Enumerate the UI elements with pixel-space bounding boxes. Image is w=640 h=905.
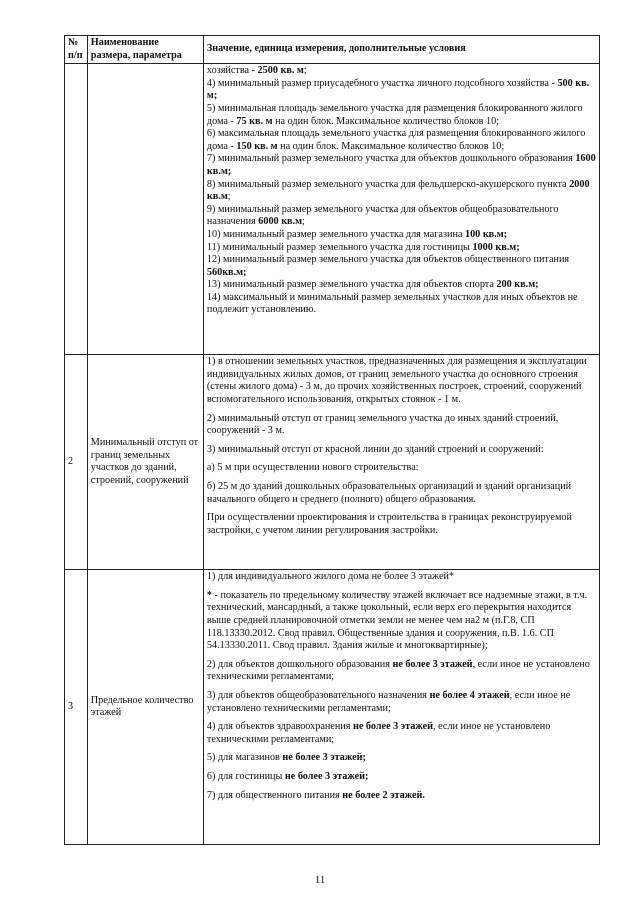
value-text-pre: 7) минимальный размер земельного участка для объектов дошкольного образования [206,153,576,165]
header-value: Значение, единица измерения, дополнительные условия [203,36,599,64]
value-text-post: , если иное не установлено техническими регламентами; [206,721,551,745]
value-paragraph [207,128,596,153]
value-text-bold: не более 3 этажей [392,658,473,670]
value-text-bold: не более 2 этажей. [342,789,425,801]
value-text-pre: 11) минимальный размер земельного участка для гостиницы [206,241,473,253]
value-text-bold: не более 3 этажей; [284,770,369,782]
row-number: 3 [65,570,88,845]
value-text-pre: 1) для индивидуального жилого дома не более 3 этажей* [206,571,455,583]
value-paragraph [207,512,596,537]
row-value [203,355,599,570]
value-text-pre: 6) максимальная площадь земельного участка для размещения блокированного жилого дома - [206,128,586,152]
value-text-bold: 100 кв.м; [464,228,508,240]
value-paragraph [207,690,596,715]
value-text-pre: 4) минимальный размер приусадебного участка личного подсобного хозяйства - [206,77,558,89]
value-text-pre: б) 25 м до зданий дошкольных образовательных организаций и зданий организаций начального общего и среднего (полного) общего образования. [206,480,572,505]
row-parameter-name: Минимальный отступ от границ земельных участков до зданий, строений, сооружений [87,355,203,570]
value-text-bold: не более 4 этажей [429,689,510,701]
value-text-pre: 5) минимальная площадь земельного участка для размещения блокированного жилого дома - [206,102,583,127]
value-paragraph [207,571,596,584]
value-paragraph [207,790,596,803]
value-text-pre: 5) для магазинов [206,752,283,764]
value-text-bold: 6000 кв.м [258,216,303,228]
value-paragraph [207,413,596,438]
value-text-bold: 150 кв. м [236,140,278,152]
value-text-bold: не более 3 этажей; [282,752,366,764]
value-text-post: - показатель по предельному количеству этажей включает все надземные этажи, в т.ч. технический, мансардный, а также цокольный, если верх его перекрытия находится выше средней планировочной отметки земли не менее чем на2 м (п.Г.8, СП 118.13330.2012. Свод правил. Общественные здания и сооружения, п.В. 1.6. СП 54.13330.2011. Свод правил. Здания жилые и многоквартирные); [206,589,588,652]
value-text-post: , если иное не установлено техническими регламентами; [206,658,590,683]
value-text-bold: 200 кв.м; [496,279,539,291]
value-paragraph [207,179,596,204]
value-text-post: ; [227,191,231,203]
value-text-pre: 3) минимальный отступ от красной линии до зданий строений и сооружений: [206,443,544,455]
value-text-pre: хозяйства - [206,65,258,77]
value-text-pre: 9) минимальный размер земельного участка для объектов общеобразовательного назначения [206,203,559,228]
value-paragraph [207,204,596,229]
table-row [65,355,600,570]
value-text-pre: 1) в отношении земельных участков, предназначенных для размещения и эксплуатации индивидуальных жилых домов, от границ земельного участка до основного строения (стены жилого дома) - 3 м, до прочих хозяйственных построек, строений, сооружений вспомогательного использования, открытых стоянок - 1 м. [206,356,587,405]
value-text-pre: 2) для объектов дошкольного образования [206,658,393,670]
value-text-pre: а) 5 м при осуществлении нового строительства: [206,462,419,474]
value-paragraph [207,153,596,178]
row-number: 2 [65,355,88,570]
row-parameter-name [87,64,203,355]
value-paragraph [207,659,596,684]
regulations-table [64,35,600,845]
value-text-pre: 3) для объектов общеобразовательного назначения [206,689,430,701]
row-value [203,570,599,845]
value-paragraph [207,590,596,653]
value-paragraph [207,721,596,746]
value-text-pre: 2) минимальный отступ от границ земельного участка до иных зданий строений, сооружений - 3 м. [206,412,559,437]
value-text-pre: 7) для общественного питания [206,789,343,801]
value-paragraph [207,279,596,292]
value-paragraph [207,254,596,279]
value-paragraph [207,292,596,317]
value-paragraph [207,229,596,242]
value-text-pre: 12) минимальный размер земельного участка для объектов общественного питания [206,254,570,266]
value-text-bold: 2000 кв.м [206,178,590,203]
table-header-row [65,36,600,64]
value-paragraph [207,103,596,128]
value-paragraph [207,771,596,784]
row-value [203,64,599,355]
value-text-pre: 14) максимальный и минимальный размер земельных участков для иных объектов не подлежит установлению. [206,291,578,316]
value-paragraph [207,462,596,475]
row-number [65,64,88,355]
header-number: № п/п [65,36,88,64]
value-text-pre: 8) минимальный размер земельного участка для фельдшерско-акушерского пункта [206,178,570,190]
value-text-post: на один блок. Максимальное количество блоков 10; [272,115,500,127]
value-text-pre: При осуществлении проектирования и строительства в границах реконструируемой застройки, с учетом линии регулирования застройки. [206,512,572,536]
value-text-pre: 13) минимальный размер земельного участка для объектов спорта [206,279,497,291]
value-paragraph [207,444,596,457]
value-text-post: ; [302,216,305,228]
value-text-bold: 560кв.м; [206,266,247,278]
value-paragraph [207,752,596,765]
value-text-bold: * [206,589,212,601]
value-text-pre: 4) для объектов здравоохранения [206,721,353,733]
value-text-bold: 2500 кв. м [257,65,304,77]
row-parameter-name: Предельное количество этажей [87,570,203,845]
value-text-bold: 75 кв. м [236,115,273,127]
value-paragraph [207,242,596,255]
header-parameter-name: Наименование размера, параметра [87,36,203,64]
value-text-post: ; [303,65,307,77]
value-paragraph [207,78,596,103]
value-text-post: на один блок. Максимальное количество блоков 10; [277,140,505,152]
value-text-pre: 6) для гостиницы [206,770,285,782]
table-row [65,64,600,355]
value-text-post: , если иное не установлено техническими регламентами; [206,689,571,714]
page-number: 11 [314,874,326,886]
value-text-bold: 1600 кв.м; [206,153,596,177]
value-text-bold: 500 кв. м; [206,77,590,102]
value-paragraph [207,481,596,506]
value-text-pre: 10) минимальный размер земельного участка для магазина [206,228,465,240]
value-text-bold: 1000 кв.м; [472,241,520,253]
value-text-bold: не более 3 этажей [352,721,434,733]
table-row [65,570,600,845]
value-paragraph [207,65,596,78]
value-paragraph [207,356,596,406]
